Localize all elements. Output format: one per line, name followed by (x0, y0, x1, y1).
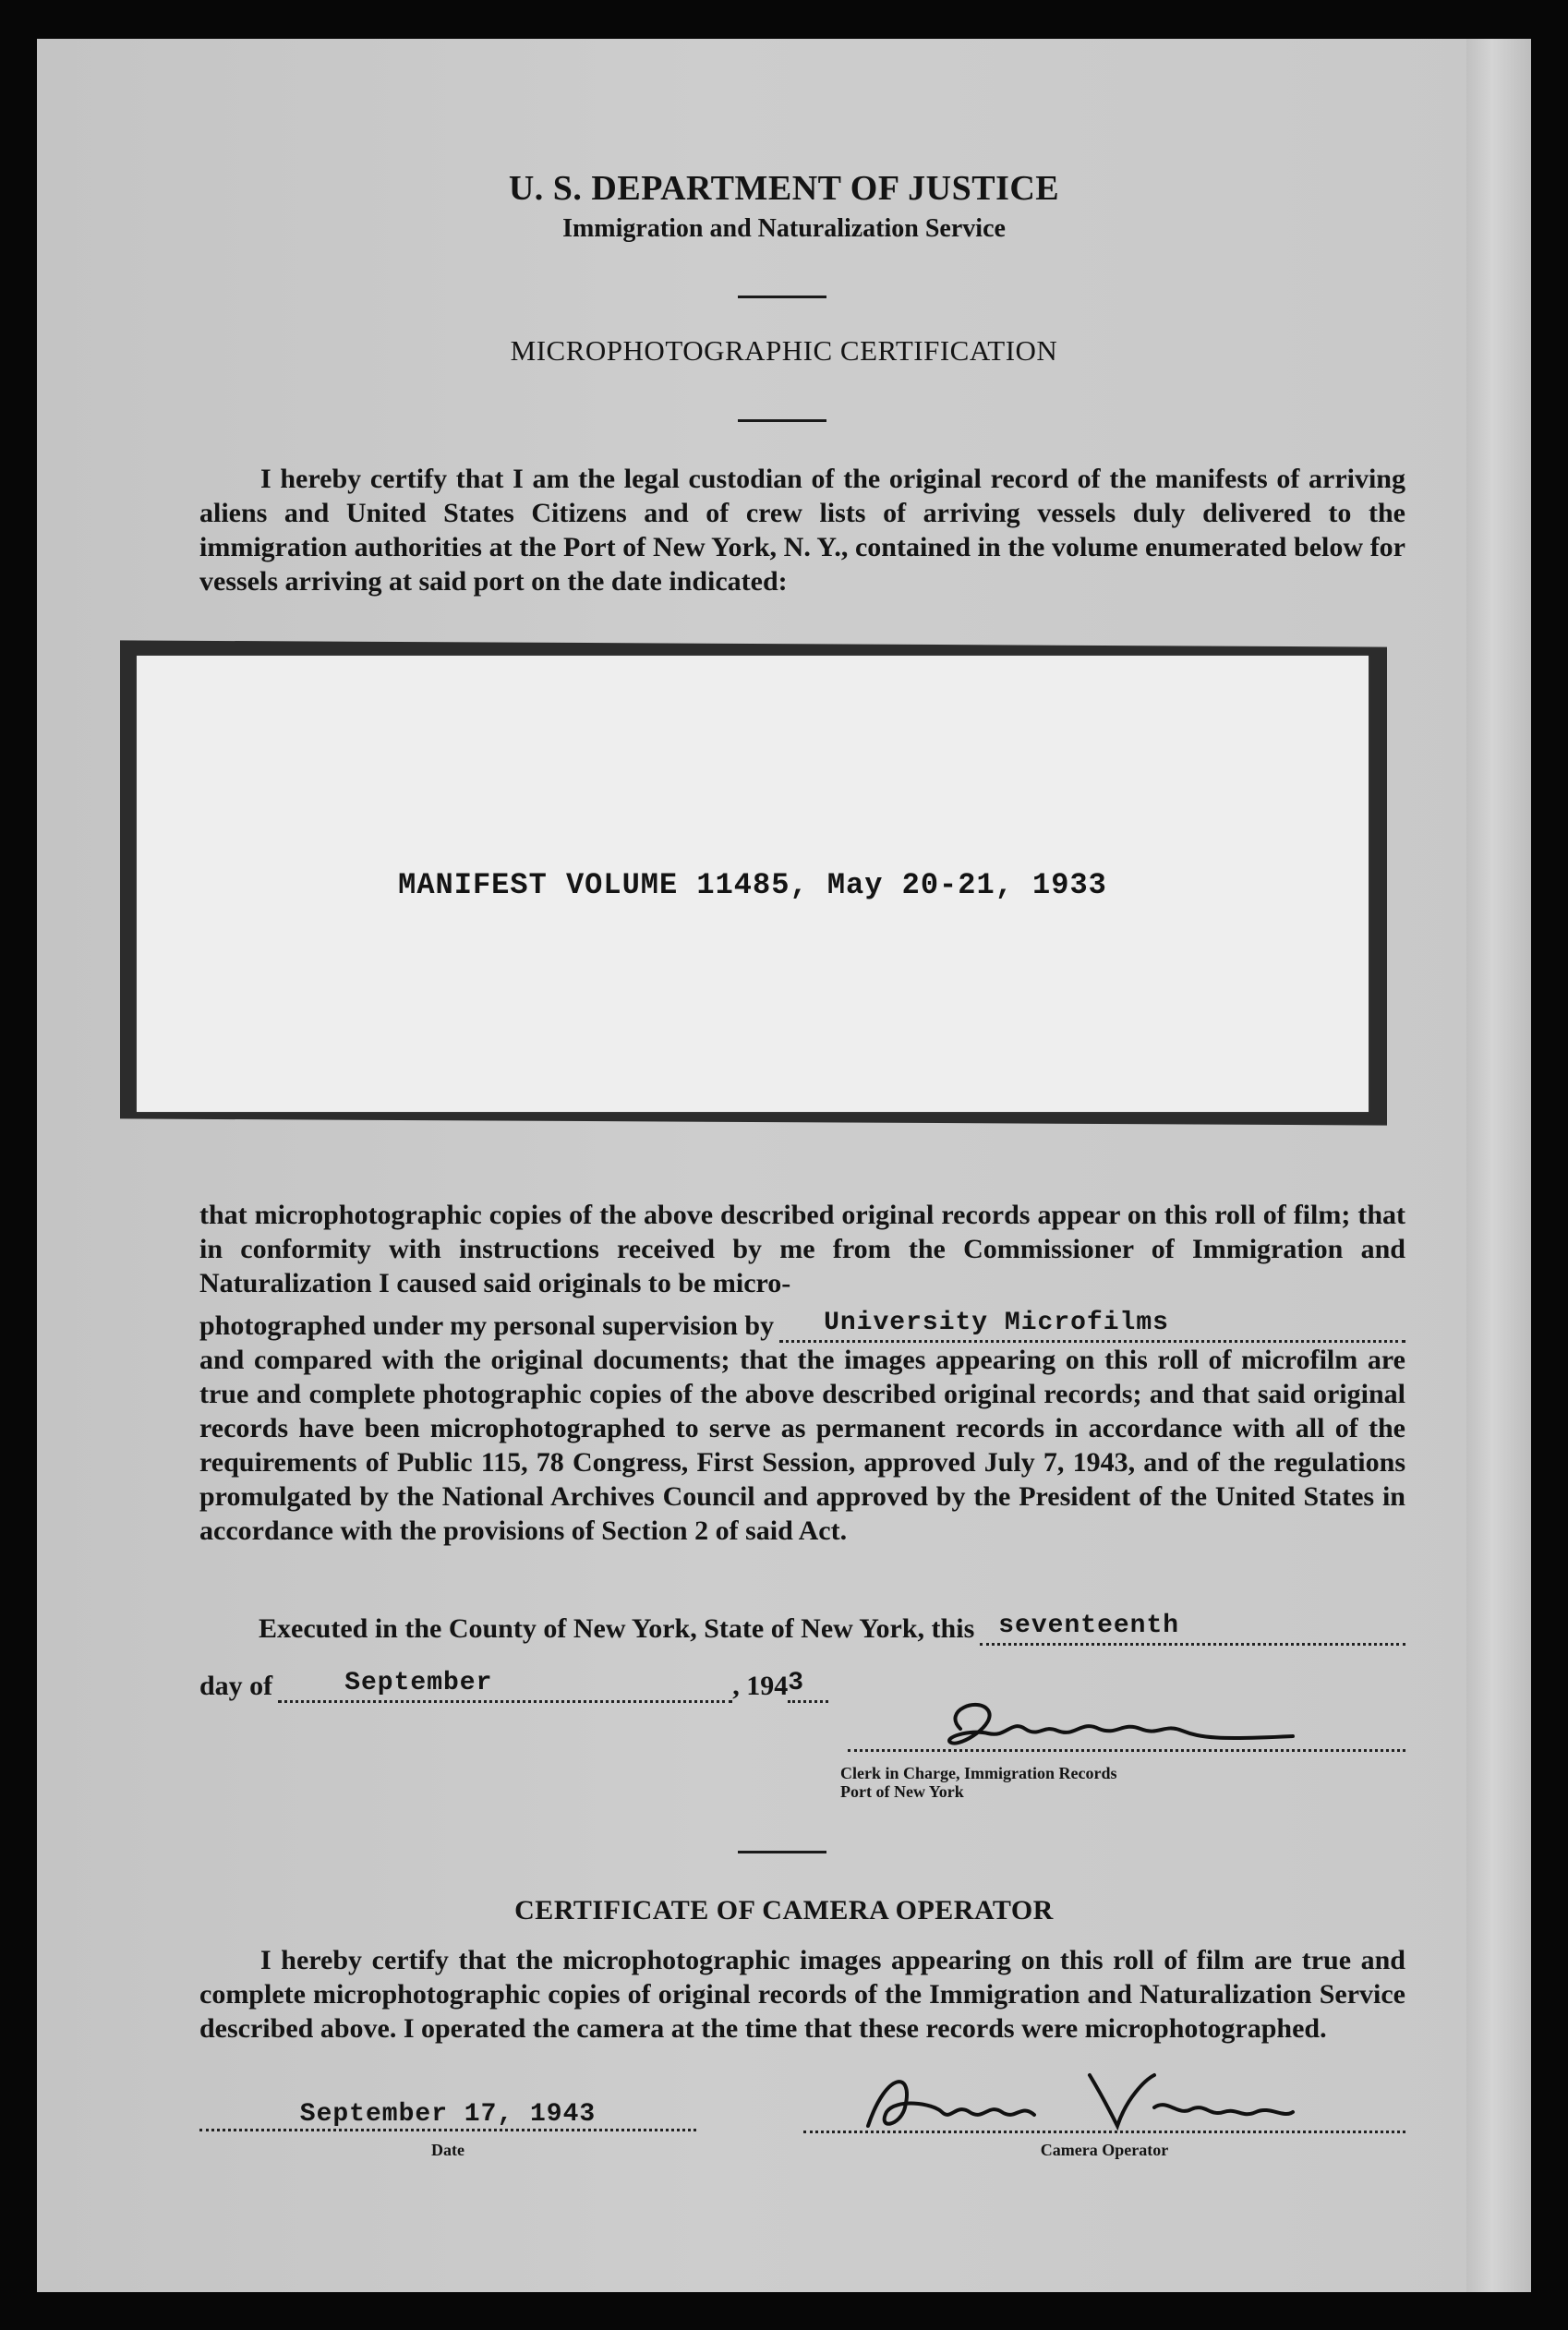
supervisor-field: University Microfilms (779, 1306, 1405, 1343)
service-subheading: Immigration and Naturalization Service (562, 214, 1006, 243)
camera-section-title: CERTIFICATE OF CAMERA OPERATOR (514, 1895, 1054, 1926)
divider (738, 1851, 826, 1853)
volume-slip-text: MANIFEST VOLUME 11485, May 20-21, 1933 (398, 868, 1107, 902)
intro-paragraph: I hereby certify that I am the legal custodian of the original record of the manifests of arriving aliens and United States Citizens and of crew lists of arriving vessels duly delivered to the immigration authorities at the Port of New York, N. Y., contained in the volume enumerated below for vessels arriving at said port on the date indicated: (199, 464, 1405, 597)
execution-prefix: Executed in the County of New York, State of New York, this (259, 1613, 975, 1644)
date-line (199, 1666, 828, 1703)
operator-signature (850, 2061, 1348, 2144)
day-field: seventeenth (980, 1609, 1405, 1646)
year-digit-field: 3 (788, 1666, 828, 1703)
clerk-signature (923, 1692, 1348, 1766)
clerk-title (840, 1764, 1116, 1801)
certificate-sheet (37, 39, 1531, 2292)
operator-label: Camera Operator (1040, 2141, 1169, 2159)
year-prefix: , 194 (732, 1671, 789, 1701)
camera-paragraph: I hereby certify that the microphotographic images appearing on this roll of film are true and complete microphotographic copies of original records of the Immigration and Naturalization Service described above. I operated the camera at the time that these records were microphotographed. (199, 1945, 1405, 2044)
certification-title: MICROPHOTOGRAPHIC CERTIFICATION (510, 334, 1058, 367)
department-heading: U. S. DEPARTMENT OF JUSTICE (508, 169, 1060, 208)
body-lead: that microphotographic copies of the above described original records appear on this roll of film; that in conformity with instructions received by me from the Commissioner of Immigration and Naturalization I caused said originals to be micro- (199, 1200, 1405, 1298)
month-field: September (278, 1666, 732, 1703)
clerk-title-line2: Port of New York (840, 1782, 964, 1801)
date-label: Date (431, 2141, 464, 2159)
camera-date-field: September 17, 1943 (199, 2100, 696, 2131)
day-of-label: day of (199, 1671, 273, 1701)
film-edge-strip (1466, 39, 1531, 2292)
body-rest: and compared with the original documents; that the images appearing on this roll of microfilm are true and complete photographic copies of the above described original records; and that said original records have been microphotographed to serve as permanent records in accordance with all of the requirements of Public 115, 78 Congress, First Session, approved July 7, 1943, and of the regulations promulgated by the National Archives Council and approved by the President of the United States in accordance with the provisions of Section 2 of said Act. (199, 1345, 1405, 1546)
volume-slip (137, 656, 1369, 1112)
supervision-line (199, 1306, 1405, 1343)
clerk-title-line1: Clerk in Charge, Immigration Records (840, 1764, 1117, 1782)
supervision-prefix: photographed under my personal supervision by (199, 1310, 775, 1341)
body-paragraph (199, 1198, 1405, 1548)
divider (738, 296, 826, 298)
divider (738, 419, 826, 422)
execution-line (259, 1609, 1405, 1646)
